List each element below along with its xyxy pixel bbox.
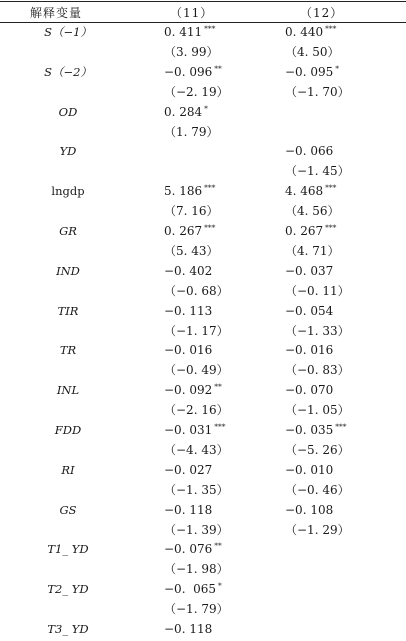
model-11-value — [164, 161, 166, 183]
coefficient-text: −0. 016 — [285, 343, 334, 358]
table-row — [0, 221, 406, 241]
model-12-value — [285, 380, 335, 402]
coefficient-text: −0. 092 — [164, 383, 213, 398]
table-row — [0, 500, 406, 520]
significance-stars: *** — [204, 223, 216, 232]
model-11-value — [164, 599, 231, 621]
table-row — [0, 539, 406, 559]
model-11-value — [164, 619, 214, 641]
variable-name: OD — [58, 104, 78, 119]
coefficient-text: （−5. 26） — [285, 442, 350, 457]
variable-name: FDD — [54, 423, 82, 437]
table-row — [0, 400, 406, 420]
model-12-value — [285, 420, 346, 442]
significance-stars: ** — [214, 63, 222, 73]
model-12-value — [285, 141, 335, 163]
model-12-value — [285, 261, 335, 283]
significance-stars: *** — [325, 24, 337, 33]
coefficient-text: （−1. 17） — [164, 323, 229, 338]
model-11-value — [164, 480, 231, 502]
model-12-value — [285, 201, 342, 223]
significance-stars: * — [218, 581, 222, 591]
coefficient-text: 0. 267 — [164, 224, 203, 238]
model-12-value — [285, 241, 342, 263]
coefficient-text: （3. 99） — [164, 44, 219, 59]
model-11-value — [164, 440, 231, 462]
coefficient-text: −0. 035 — [285, 423, 334, 437]
model-11-value — [164, 281, 231, 303]
model-12-value — [285, 301, 335, 323]
model-12-value — [285, 82, 352, 104]
coefficient-text: （5. 43） — [164, 243, 219, 258]
model-12-value — [285, 281, 352, 303]
model-11-value — [164, 141, 166, 163]
model-11-value — [164, 82, 231, 104]
significance-stars: *** — [204, 24, 216, 33]
model-11-value — [164, 559, 231, 581]
coefficient-text: −0. 054 — [285, 303, 334, 318]
header-model-12: （12） — [300, 6, 344, 20]
model-11-value — [164, 380, 222, 402]
coefficient-text: （−1. 45） — [285, 164, 350, 179]
coefficient-text: −0. 402 — [164, 263, 213, 278]
variable-name: T1_ YD — [47, 542, 89, 557]
significance-stars: *** — [325, 183, 337, 193]
coefficient-text: （4. 71） — [285, 243, 340, 258]
model-12-value — [285, 599, 287, 621]
model-11-value — [164, 460, 214, 482]
table-row — [0, 241, 406, 261]
model-11-value — [164, 400, 231, 422]
model-12-value — [285, 520, 352, 542]
model-11-value — [164, 42, 221, 64]
model-12-value — [285, 460, 335, 482]
coefficient-text: （−2. 19） — [164, 84, 229, 99]
model-11-value — [164, 241, 221, 263]
variable-name: GS — [59, 502, 77, 517]
table-row — [0, 141, 406, 161]
model-12-value — [285, 22, 336, 44]
model-11-value — [164, 500, 214, 522]
model-12-value — [285, 539, 287, 561]
table-row — [0, 460, 406, 480]
coefficient-text: −0. 010 — [285, 462, 334, 477]
model-12-value — [285, 440, 352, 462]
model-12-value — [285, 480, 352, 502]
model-11-value — [164, 321, 231, 343]
coefficient-text: −0. 065 — [164, 582, 217, 597]
coefficient-text: （−2. 16） — [164, 403, 229, 418]
model-12-value — [285, 122, 287, 144]
coefficient-text: −0. 037 — [285, 263, 334, 278]
table-row — [0, 62, 406, 82]
top-rule — [0, 1, 406, 2]
coefficient-text: （4. 56） — [285, 204, 340, 219]
table-row — [0, 599, 406, 619]
model-11-value — [164, 22, 215, 44]
model-12-value — [285, 400, 352, 422]
model-12-value — [285, 221, 336, 243]
significance-stars: ** — [214, 541, 222, 551]
variable-name: lngdp — [51, 184, 85, 199]
coefficient-text: （−1. 79） — [164, 602, 229, 617]
coefficient-text: （−1. 35） — [164, 482, 229, 497]
table-row — [0, 559, 406, 579]
variable-name: YD — [59, 144, 77, 159]
coefficient-text: 0. 284 — [164, 104, 203, 119]
model-11-value — [164, 360, 231, 382]
coefficient-text: 0. 440 — [285, 25, 324, 39]
table-row — [0, 201, 406, 221]
model-11-value — [164, 221, 215, 243]
coefficient-text: −0. 070 — [285, 383, 334, 398]
variable-name: S（−2） — [44, 64, 92, 79]
coefficient-text: （−0. 11） — [285, 283, 350, 298]
significance-stars: *** — [335, 422, 347, 431]
coefficient-text: （4. 50） — [285, 44, 340, 59]
model-12-value — [285, 321, 352, 343]
table-row — [0, 380, 406, 400]
significance-stars: *** — [325, 223, 337, 232]
coefficient-text: （−0. 46） — [285, 482, 350, 497]
table-row — [0, 619, 406, 639]
model-12-value — [285, 500, 335, 522]
model-12-value — [285, 579, 287, 601]
variable-name: RI — [61, 462, 75, 477]
coefficient-text: −0. 027 — [164, 462, 213, 477]
coefficient-text: （7. 16） — [164, 204, 219, 219]
header-variable: 解释变量 — [30, 6, 83, 20]
model-11-value — [164, 579, 222, 601]
header-model-11: （11） — [170, 6, 214, 20]
coefficient-text: −0. 108 — [285, 502, 334, 517]
model-12-value — [285, 619, 287, 641]
significance-stars: ** — [214, 382, 222, 392]
model-11-value — [164, 539, 222, 561]
model-12-value — [285, 62, 339, 84]
variable-name: INL — [56, 383, 80, 398]
table-row — [0, 281, 406, 301]
coefficient-text: −0. 095 — [285, 64, 334, 79]
model-12-value — [285, 559, 287, 581]
table-row — [0, 579, 406, 599]
table-row — [0, 420, 406, 440]
coefficient-text: −0. 016 — [164, 343, 213, 358]
coefficient-text: −0. 031 — [164, 423, 213, 437]
model-11-value — [164, 420, 225, 442]
table-row — [0, 520, 406, 540]
model-11-value — [164, 201, 221, 223]
model-11-value — [164, 62, 222, 84]
coefficient-text: −0. 066 — [285, 144, 334, 159]
variable-name: GR — [59, 224, 77, 238]
table-row — [0, 42, 406, 62]
model-11-value — [164, 301, 214, 323]
coefficient-text: −0. 118 — [164, 622, 213, 636]
variable-name: T3_ YD — [47, 622, 89, 636]
coefficient-text: −0. 096 — [164, 64, 213, 79]
model-11-value — [164, 102, 208, 124]
model-12-value — [285, 340, 335, 362]
significance-stars: * — [335, 63, 339, 73]
variable-name: TIR — [57, 303, 79, 318]
coefficient-text: 5. 186 — [164, 184, 203, 199]
coefficient-text: （−1. 98） — [164, 562, 229, 577]
coefficient-text: −0. 113 — [164, 303, 213, 318]
variable-name: IND — [56, 263, 80, 278]
table-row — [0, 82, 406, 102]
table-row — [0, 161, 406, 181]
coefficient-text: （−1. 70） — [285, 84, 350, 99]
model-11-value — [164, 520, 231, 542]
model-12-value — [285, 102, 287, 124]
table-row — [0, 22, 406, 42]
table-row — [0, 340, 406, 360]
significance-stars: *** — [204, 183, 216, 193]
model-11-value — [164, 122, 221, 144]
coefficient-text: 4. 468 — [285, 184, 324, 199]
model-12-value — [285, 42, 342, 64]
table-row — [0, 122, 406, 142]
table-row — [0, 321, 406, 341]
coefficient-text: 0. 411 — [164, 25, 203, 39]
variable-name: T2_ YD — [47, 582, 89, 597]
coefficient-text: （−0. 68） — [164, 283, 229, 298]
coefficient-text: −0. 076 — [164, 542, 213, 557]
coefficient-text: 0. 267 — [285, 224, 324, 238]
coefficient-text: （−0. 83） — [285, 363, 350, 378]
model-11-value — [164, 261, 214, 283]
coefficient-text: （−1. 05） — [285, 403, 350, 418]
coefficient-text: （−1. 33） — [285, 323, 350, 338]
variable-name: TR — [59, 343, 77, 358]
significance-stars: * — [204, 103, 208, 113]
model-12-value — [285, 360, 352, 382]
coefficient-text: （−0. 49） — [164, 363, 229, 378]
table-row — [0, 102, 406, 122]
coefficient-text: （−4. 43） — [164, 442, 229, 457]
coefficient-text: （−1. 29） — [285, 522, 350, 537]
model-12-value — [285, 161, 352, 183]
coefficient-text: （1. 79） — [164, 124, 219, 139]
table-row — [0, 261, 406, 281]
table-row — [0, 480, 406, 500]
table-row — [0, 301, 406, 321]
table-row — [0, 181, 406, 201]
significance-stars: *** — [214, 422, 226, 431]
model-12-value — [285, 181, 336, 203]
coefficient-text: −0. 118 — [164, 502, 213, 517]
table-row — [0, 360, 406, 380]
table-row — [0, 440, 406, 460]
model-11-value — [164, 181, 215, 203]
coefficient-text: （−1. 39） — [164, 522, 229, 537]
variable-name: S（−1） — [44, 25, 92, 39]
model-11-value — [164, 340, 214, 362]
